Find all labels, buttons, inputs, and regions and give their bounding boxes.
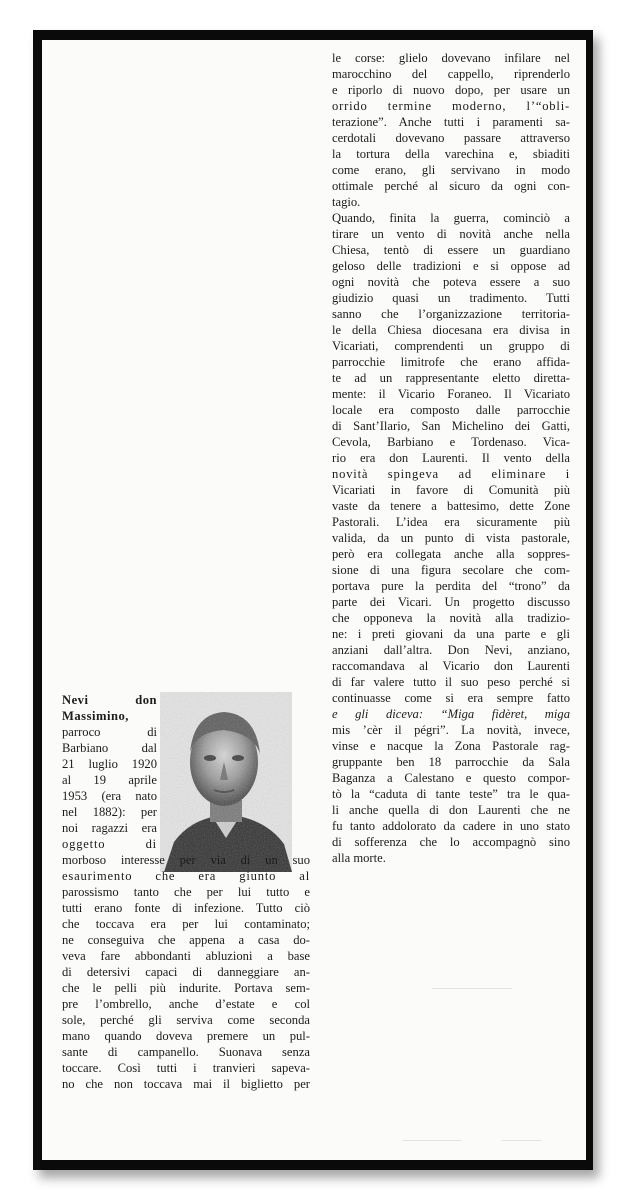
text-line: pre l’ombrello, anche d’estate e col (62, 997, 310, 1011)
text-line: e riporlo di nuovo dopo, per usare un (332, 83, 570, 97)
text-line: Chiesa, tentò di essere un guardiano (332, 243, 570, 257)
text-line: valida, da un punto di vista pastorale, (332, 531, 570, 545)
text-line: sante di campanello. Suonava senza (62, 1045, 310, 1059)
text-line: ottimale perché al sicuro da ogni con- (332, 179, 570, 193)
text-line: la tortura della varechina e, sbiaditi (332, 147, 570, 161)
text-line: ogni novità che poteva essere a suo (332, 275, 570, 289)
text-line: noi ragazzi era (62, 821, 157, 835)
text-line: rio era don Laurenti. Il vento della (332, 451, 570, 465)
text-line: tirare un vento di novità anche nella (332, 227, 570, 241)
text-line: mis ’cèr il pégri”. La novità, invece, (332, 723, 570, 737)
text-line: che le pelli più indurite. Portava sem- (62, 981, 310, 995)
text-line: Barbiano dal (62, 741, 157, 755)
text-line: alla morte. (332, 851, 386, 865)
text-line: parroco di (62, 725, 157, 739)
left-column-body (62, 852, 310, 1092)
text-line: di sofferenza che lo accompagnò sino (332, 835, 570, 849)
text-line: fu tanto addolorato da cadere in uno stato (332, 819, 570, 833)
text-line: di Sant’Ilario, San Michelino dei Gatti, (332, 419, 570, 433)
text-line: morboso interesse per via di un suo (62, 853, 310, 867)
text-line: di far valere tutto il suo peso perché si (332, 675, 570, 689)
text-line: ne: i preti giovani da una parte e gli (332, 627, 570, 641)
text-line: le della Chiesa diocesana era divisa in (332, 323, 570, 337)
text-line: sanno che l’organizzazione territoria- (332, 307, 570, 321)
text-line: di detersivi capaci di danneggiare an- (62, 965, 310, 979)
text-line: parte dei Vicari. Un progetto discusso (332, 595, 570, 609)
right-column (332, 50, 570, 866)
text-line: tò la “caduta di tante teste” tra le qua- (332, 787, 570, 801)
text-line: tutti erano fonte di infezione. Tutto ciò (62, 901, 310, 915)
text-line: parrocchie limitrofe che erano affida- (332, 355, 570, 369)
text-line: ne conseguiva che appena a casa do- (62, 933, 310, 947)
text-line: tagio. (332, 195, 361, 209)
text-line: esaurimento che era giunto al (62, 869, 310, 883)
text-line: come erano, gli servivano in modo (332, 163, 570, 177)
text-line: portava pure la perdita del “trono” da (332, 579, 570, 593)
scan-artifact (502, 1140, 542, 1141)
portrait-photo-icon (160, 692, 292, 872)
text-line: Nevi don (62, 693, 157, 707)
text-line: giudizio quasi un tradimento. Tutti (332, 291, 570, 305)
text-line: che opponeva la novità alla tradizio- (332, 611, 570, 625)
text-line: Quando, finita la guerra, cominciò a (332, 211, 570, 225)
scan-artifact (432, 988, 512, 989)
scan-artifact (402, 1140, 462, 1141)
text-line: che toccava era per lui contaminato; (62, 917, 310, 931)
text-line: veva fare abbondanti abluzioni a base (62, 949, 310, 963)
text-line: continuasse come si era sempre fatto (332, 691, 570, 705)
text-line: nel 1882): per (62, 805, 157, 819)
text-line: parossismo tanto che per lui tutto e (62, 885, 310, 899)
text-line: novità spingeva ad eliminare i (332, 467, 570, 481)
text-line: anziani dall’altra. Don Nevi, anziano, (332, 643, 570, 657)
text-line: 1953 (era nato (62, 789, 157, 803)
text-line: geloso delle tradizioni e si oppose ad (332, 259, 570, 273)
text-line: Cevola, Barbiano e Tordenaso. Vica- (332, 435, 570, 449)
text-line: oggetto di (62, 837, 157, 851)
text-line: marocchino del cappello, riprenderlo (332, 67, 570, 81)
text-line: te ad un rappresentante eletto diretta- (332, 371, 570, 385)
text-line: 21 luglio 1920 (62, 757, 157, 771)
text-line: no che non toccava mai il biglietto per (62, 1077, 310, 1091)
text-line: mente: il Vicario Foraneo. Il Vicariato (332, 387, 570, 401)
text-line: raccomandava al Vicario don Laurenti (332, 659, 570, 673)
text-line: mano quando doveva premere un pul- (62, 1029, 310, 1043)
text-line: cerdotali dovevano passare attraverso (332, 131, 570, 145)
text-line: sione di una figura secolare che com- (332, 563, 570, 577)
text-line: gruppante ben 18 parrocchie da Sala (332, 755, 570, 769)
text-line: e gli diceva: “Miga fidèret, miga (332, 707, 570, 721)
text-line: Baganza a Calestano e questo compor- (332, 771, 570, 785)
text-line: locale era composto dalle parrocchie (332, 403, 570, 417)
text-line: toccare. Così tutti i tranvieri sapeva- (62, 1061, 310, 1075)
text-line: terazione”. Anche tutti i paramenti sa- (332, 115, 570, 129)
text-line: vaste da tenere a battesimo, dette Zone (332, 499, 570, 513)
text-line: orrido termine moderno, l’“obli- (332, 99, 570, 113)
document-page (42, 40, 586, 1160)
text-line: le corse: glielo dovevano infilare nel (332, 51, 570, 65)
text-line: sole, perché gli serviva come seconda (62, 1013, 310, 1027)
text-line: vinse e nacque la Zona Pastorale rag- (332, 739, 570, 753)
text-line: Vicariati in favore di Comunità più (332, 483, 570, 497)
text-line: al 19 aprile (62, 773, 157, 787)
text-line: Vicariati, comprendenti un gruppo di (332, 339, 570, 353)
text-line: li anche quella di don Laurenti che ne (332, 803, 570, 817)
text-line: Massimino, (62, 709, 129, 723)
text-line: però era collegata anche alla soppres- (332, 547, 570, 561)
text-line: Pastorali. L’idea era sicuramente più (332, 515, 570, 529)
